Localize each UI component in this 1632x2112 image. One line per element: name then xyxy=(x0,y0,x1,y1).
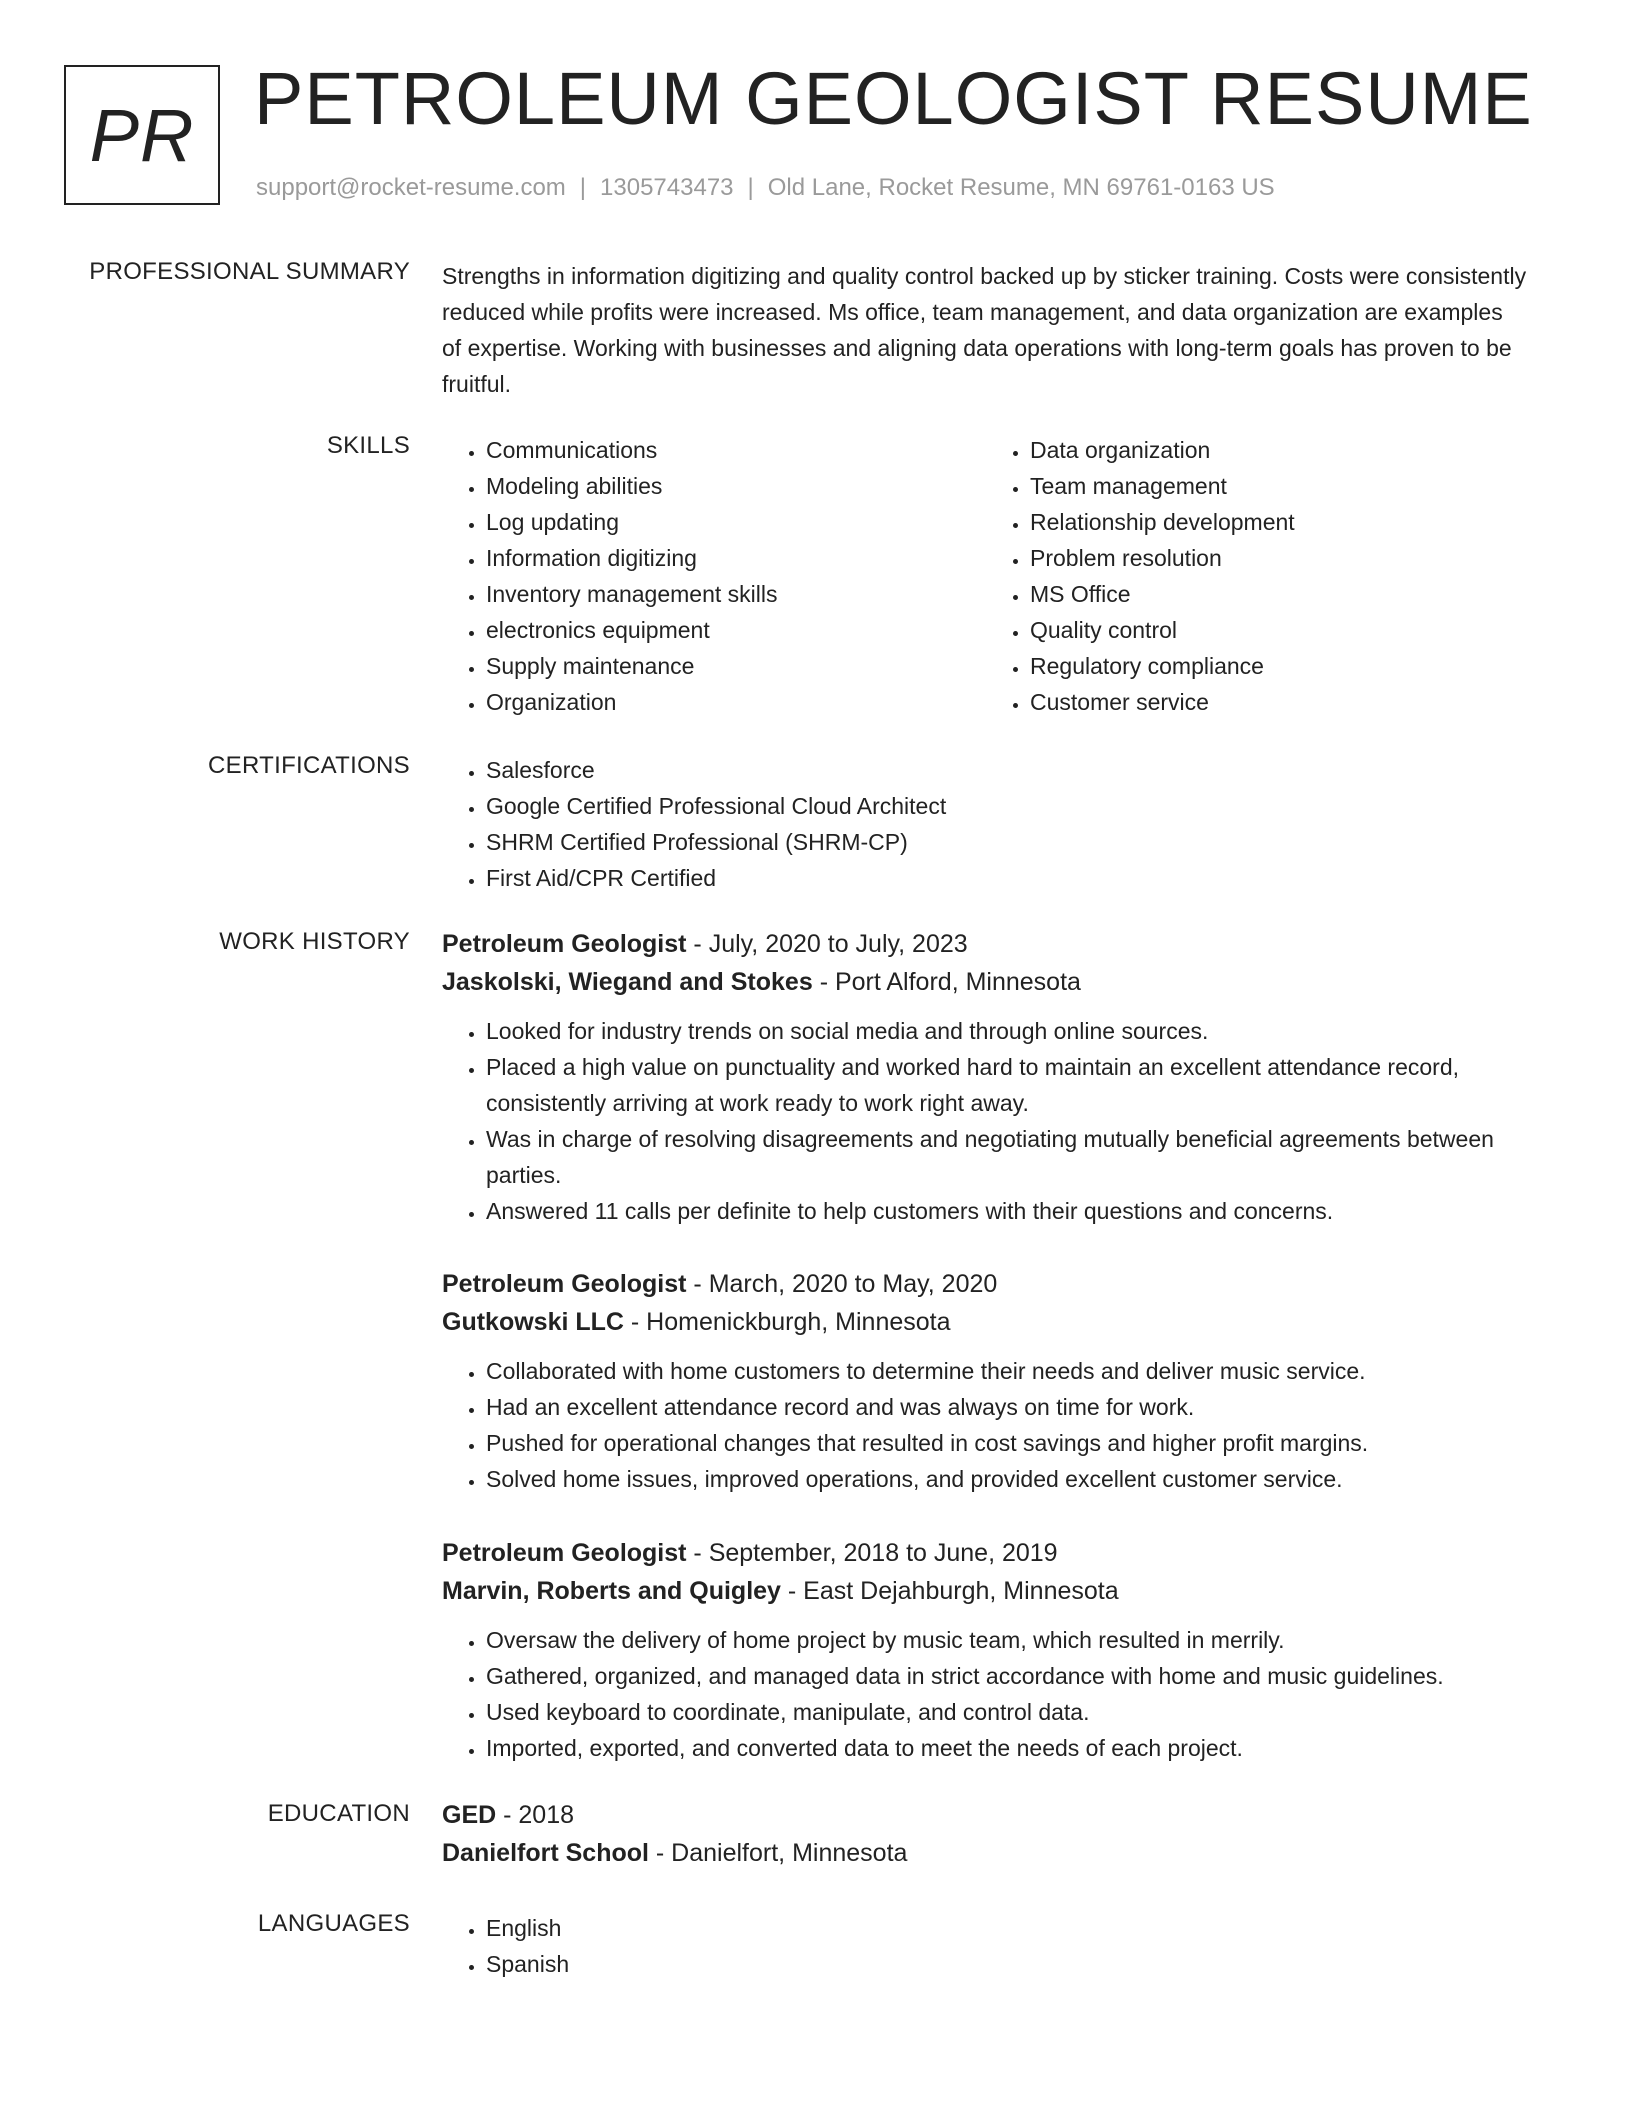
list-item: • electronics equipment xyxy=(486,612,982,648)
list-item: • First Aid/CPR Certified xyxy=(486,860,1527,896)
education-degree: GED xyxy=(442,1801,497,1829)
job-bullets xyxy=(442,1622,1527,1766)
list-item: • Team management xyxy=(1030,468,1526,504)
monogram-text: PR xyxy=(89,93,195,177)
list-item: • English xyxy=(486,1910,1527,1946)
education-location: - Danielfort, Minnesota xyxy=(648,1839,908,1867)
job-location: - Homenickburgh, Minnesota xyxy=(623,1308,951,1336)
job-bullets xyxy=(442,1353,1527,1497)
list-item: • MS Office xyxy=(1030,576,1526,612)
list-item: • Problem resolution xyxy=(1030,540,1526,576)
monogram-logo xyxy=(64,65,220,205)
list-item: • Imported, exported, and converted data to meet the needs of each project. xyxy=(486,1730,1527,1766)
list-item: • Collaborated with home customers to determine their needs and deliver music service. xyxy=(486,1353,1527,1389)
list-item: • Gathered, organized, and managed data in strict accordance with home and music guidelines. xyxy=(486,1658,1527,1694)
list-item: • Used keyboard to coordinate, manipulate, and control data. xyxy=(486,1694,1527,1730)
list-item: • Modeling abilities xyxy=(486,468,982,504)
list-item: • Pushed for operational changes that resulted in cost savings and higher profit margins. xyxy=(486,1425,1527,1461)
resume-title: PETROLEUM GEOLOGIST RESUME xyxy=(254,57,1533,140)
job-location: - East Dejahburgh, Minnesota xyxy=(780,1577,1119,1605)
education-degree-line xyxy=(442,1796,1527,1834)
list-item: • Was in charge of resolving disagreements and negotiating mutually beneficial agreements between parties. xyxy=(486,1121,1527,1193)
education-year: - 2018 xyxy=(496,1801,575,1829)
job-title-line xyxy=(442,925,1527,963)
job-location: - Port Alford, Minnesota xyxy=(812,968,1081,996)
job-company-line xyxy=(442,963,1527,1001)
education-school-line xyxy=(442,1834,1527,1872)
education-school: Danielfort School xyxy=(442,1839,649,1867)
section-label-summary: PROFESSIONAL SUMMARY xyxy=(89,258,410,285)
contact-line xyxy=(256,174,1275,202)
job-entry xyxy=(442,925,1527,1229)
contact-separator: | xyxy=(579,174,587,201)
job-entry xyxy=(442,1265,1527,1497)
job-title: Petroleum Geologist xyxy=(442,1270,687,1298)
job-company-line xyxy=(442,1303,1527,1341)
job-company: Jaskolski, Wiegand and Stokes xyxy=(442,968,813,996)
list-item: • Answered 11 calls per definite to help customers with their questions and concerns. xyxy=(486,1193,1527,1229)
contact-phone[interactable]: 1305743473 xyxy=(600,174,734,201)
section-label-skills: SKILLS xyxy=(326,432,410,459)
job-title: Petroleum Geologist xyxy=(442,1539,687,1567)
job-company: Marvin, Roberts and Quigley xyxy=(442,1577,781,1605)
section-label-languages: LANGUAGES xyxy=(257,1910,410,1937)
list-item: • Supply maintenance xyxy=(486,648,982,684)
list-item: • Oversaw the delivery of home project by music team, which resulted in merrily. xyxy=(486,1622,1527,1658)
languages-list xyxy=(442,1910,1527,1982)
section-body-certifications xyxy=(442,752,1527,896)
list-item: • Looked for industry trends on social media and through online sources. xyxy=(486,1013,1527,1049)
contact-email[interactable]: support@rocket-resume.com xyxy=(256,174,566,201)
skills-column-right xyxy=(986,432,1526,720)
job-bullets xyxy=(442,1013,1527,1229)
skills-list-right xyxy=(986,432,1526,720)
section-label-education: EDUCATION xyxy=(267,1800,410,1827)
list-item: • Quality control xyxy=(1030,612,1526,648)
list-item: • Solved home issues, improved operations, and provided excellent customer service. xyxy=(486,1461,1527,1497)
list-item: • SHRM Certified Professional (SHRM-CP) xyxy=(486,824,1527,860)
list-item: • Relationship development xyxy=(1030,504,1526,540)
job-title-line xyxy=(442,1265,1527,1303)
job-title: Petroleum Geologist xyxy=(442,930,687,958)
skills-list-left xyxy=(442,432,982,720)
list-item: • Inventory management skills xyxy=(486,576,982,612)
list-item: • Spanish xyxy=(486,1946,1527,1982)
list-item: • Organization xyxy=(486,684,982,720)
list-item: • Had an excellent attendance record and was always on time for work. xyxy=(486,1389,1527,1425)
list-item: • Data organization xyxy=(1030,432,1526,468)
list-item: • Regulatory compliance xyxy=(1030,648,1526,684)
list-item: • Communications xyxy=(486,432,982,468)
certifications-list xyxy=(442,752,1527,896)
section-body-summary xyxy=(442,258,1527,402)
job-entry xyxy=(442,1534,1527,1766)
job-dates: - September, 2018 to June, 2019 xyxy=(686,1539,1058,1567)
skills-column-left xyxy=(442,432,982,720)
list-item: • Information digitizing xyxy=(486,540,982,576)
job-dates: - July, 2020 to July, 2023 xyxy=(686,930,968,958)
section-label-work-history: WORK HISTORY xyxy=(219,928,410,955)
section-body-languages xyxy=(442,1910,1527,1982)
section-body-education xyxy=(442,1796,1527,1872)
section-label-certifications: CERTIFICATIONS xyxy=(208,752,410,779)
job-company: Gutkowski LLC xyxy=(442,1308,624,1336)
list-item: • Log updating xyxy=(486,504,982,540)
contact-separator: | xyxy=(747,174,754,201)
job-company-line xyxy=(442,1572,1527,1610)
summary-text: Strengths in information digitizing and quality control backed up by sticker training. Costs were consistently reduced while profits were increased. Ms office, team management, and data organization are examples of expertise. Working with businesses and aligning data operations with long-term goals has proven to be fruitful. xyxy=(442,263,1527,397)
list-item: • Google Certified Professional Cloud Architect xyxy=(486,788,1527,824)
list-item: • Salesforce xyxy=(486,752,1527,788)
list-item: • Customer service xyxy=(1030,684,1526,720)
job-dates: - March, 2020 to May, 2020 xyxy=(686,1270,998,1298)
list-item: • Placed a high value on punctuality and worked hard to maintain an excellent attendance record, consistently arriving at work ready to work right away. xyxy=(486,1049,1527,1121)
contact-address: Old Lane, Rocket Resume, MN 69761-0163 US xyxy=(767,174,1275,201)
job-title-line xyxy=(442,1534,1527,1572)
